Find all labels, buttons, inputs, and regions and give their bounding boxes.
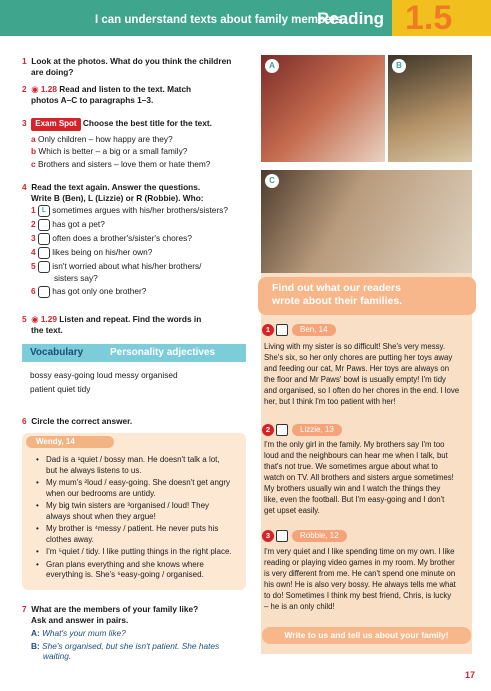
- find-out-heading: [258, 277, 476, 315]
- bullet-item: [36, 547, 242, 558]
- bullet-item: [36, 501, 242, 522]
- item-text: isn't worried about what his/her brothers/: [52, 261, 202, 272]
- vocabulary-subtitle: Personality adjectives: [110, 347, 216, 358]
- exercise-text-cont: are doing?: [31, 66, 74, 77]
- answer-box[interactable]: L: [38, 205, 50, 217]
- wendy-bullets: [36, 455, 242, 581]
- post-line: – he is an only child!: [264, 602, 335, 611]
- post-line: I'm the only girl in the family. My brothers say I'm too: [264, 440, 445, 449]
- page-number: 17: [465, 670, 476, 680]
- exercise-number: 3: [22, 118, 27, 128]
- audio-icon[interactable]: ◉: [31, 314, 39, 324]
- speaker-b: B:: [31, 640, 40, 651]
- post-number: 1: [262, 324, 274, 336]
- bullet-line[interactable]: My big twin sisters are ³organised / loud! They: [46, 501, 210, 510]
- bullet-line[interactable]: Dad is a ¹quiet / bossy man. He doesn't talk a lot,: [46, 455, 220, 464]
- post-body-3: [264, 546, 472, 612]
- option-text[interactable]: Brothers and sisters – love them or hate them?: [37, 158, 211, 169]
- post-line: My brothers usually win and I watch the things they: [264, 484, 441, 493]
- post-number: 2: [262, 424, 274, 436]
- exercise-number: 5: [22, 314, 27, 324]
- answer-box[interactable]: [38, 286, 50, 298]
- find-out-line: wrote about their families.: [272, 295, 403, 307]
- section-title: Reading: [317, 9, 385, 28]
- exercise-number: 2: [22, 84, 27, 94]
- post-line: like, even the football. But I'm easy-going and I don't: [264, 495, 445, 504]
- exercise-text: Circle the correct answer.: [31, 416, 133, 426]
- dialog-a: What's your mum like?: [42, 628, 126, 638]
- bullet-line: clothes away.: [46, 534, 94, 544]
- exercise-number: 7: [22, 604, 27, 614]
- item-text: likes being on his/her own?: [52, 247, 153, 258]
- exercise-instruction: Choose the best title for the text.: [82, 118, 212, 128]
- post-tag-2: [262, 424, 402, 436]
- exercise-3: [22, 118, 246, 169]
- post-line: loud and the neighbours can hear me when I talk, but: [264, 451, 448, 460]
- exercise-1: [22, 56, 246, 77]
- post-tag-1: [262, 324, 402, 336]
- bullet-item: [36, 560, 242, 581]
- post-author: Ben, 14: [292, 324, 336, 336]
- exercise-text-cont: the text.: [31, 324, 63, 335]
- post-line: Living with my sister is so difficult! She's very messy.: [264, 342, 446, 351]
- option-text[interactable]: Which is better – a big or a small family?: [38, 146, 188, 156]
- vocabulary-line: bossy easy-going loud messy organised: [30, 370, 178, 380]
- vocabulary-title: Vocabulary: [30, 347, 84, 358]
- exercise-5: [22, 314, 246, 335]
- exercise-number: 1: [22, 56, 27, 66]
- photo-b: [388, 55, 472, 162]
- answer-box[interactable]: [38, 247, 50, 259]
- exercise-text: Listen and repeat. Find the words in: [59, 314, 202, 324]
- bullet-item: [36, 524, 242, 545]
- post-author: Lizzie, 13: [292, 424, 342, 436]
- exercise-7: [22, 604, 246, 662]
- exercise-4: [22, 182, 246, 298]
- lesson-number: 1.5: [405, 0, 453, 37]
- exam-spot-badge: Exam Spot: [31, 118, 80, 131]
- post-line: the floor and Mr Paws' bowl is usually empty! I'm tidy: [264, 375, 446, 384]
- lesson-objective: I can understand texts about family members.: [95, 14, 346, 26]
- answer-box[interactable]: [38, 219, 50, 231]
- exercise-text: Look at the photos. What do you think the children: [31, 56, 232, 66]
- answer-box[interactable]: [38, 233, 50, 245]
- bullet-line[interactable]: My mum's ²loud / easy-going. She doesn't get angry: [46, 478, 231, 487]
- exercise-text: What are the members of your family like?: [31, 604, 199, 614]
- dialog-b: She's organised, but she isn't patient. She hates: [42, 640, 220, 651]
- bullet-line[interactable]: everything is. She's ⁶easy-going / organised.: [46, 570, 204, 579]
- photo-label: B: [392, 59, 406, 73]
- post-author: Robbie, 12: [292, 530, 347, 542]
- find-out-line: Find out what our readers: [272, 282, 401, 294]
- exercise-6: [22, 416, 246, 427]
- item-number: 4: [31, 247, 36, 258]
- post-line: get upset easily.: [264, 506, 320, 515]
- item-number: 6: [31, 285, 36, 296]
- item-number: 2: [31, 219, 36, 230]
- write-to-us-text: Write to us and tell us about your family!: [284, 630, 449, 640]
- wendy-name-tag: [26, 436, 114, 448]
- bullet-line[interactable]: I'm ⁵quiet / tidy. I like putting things in the right place.: [46, 547, 232, 556]
- post-line: to do! Sometimes I think my best friend, Chris, is lucky: [264, 591, 452, 600]
- answer-box[interactable]: [38, 261, 50, 273]
- lesson-tab: [392, 0, 491, 36]
- bullet-line[interactable]: My brother is ⁴messy / patient. He never puts his: [46, 524, 219, 533]
- post-checkbox[interactable]: [276, 530, 288, 542]
- bullet-line: always shout when they argue!: [46, 511, 156, 521]
- item-text: has got a pet?: [52, 219, 105, 230]
- exercise-text: Read the text again. Answer the questions.: [31, 182, 201, 192]
- post-checkbox[interactable]: [276, 424, 288, 436]
- bullet-line: Gran plans everything and she knows where: [46, 559, 204, 569]
- option-text[interactable]: Only children – how happy are they?: [37, 133, 173, 144]
- exercise-number: 4: [22, 182, 27, 192]
- bullet-item: [36, 478, 242, 499]
- post-line: reading or playing video games in my room. My brother: [264, 558, 455, 567]
- exercise-text-cont: photos A–C to paragraphs 1–3.: [31, 94, 154, 105]
- item-text: has got only one brother?: [52, 285, 147, 296]
- exercise-number: 6: [22, 416, 27, 426]
- option-letter: b: [31, 146, 37, 156]
- vocabulary-box: [22, 344, 246, 402]
- vocabulary-line: patient quiet tidy: [30, 384, 91, 394]
- photo-label: A: [265, 59, 279, 73]
- post-line: and feeding our cat, Mr Paws. Her toys are always on: [264, 364, 450, 373]
- wendy-box: [22, 433, 246, 590]
- audio-icon[interactable]: ◉: [31, 84, 39, 94]
- header-bar: [0, 0, 491, 36]
- bullet-line: but he always listens to us.: [46, 465, 142, 475]
- post-line: that's not true. We sometimes argue about what to: [264, 462, 438, 471]
- exercise-text: Read and listen to the text. Match: [59, 84, 192, 94]
- audio-track: 1.28: [40, 84, 57, 94]
- post-tag-3: [262, 530, 402, 542]
- post-line: his own! He is also very bossy. He always tells me what: [264, 580, 456, 589]
- speaker-a: A:: [31, 628, 40, 638]
- write-to-us-banner: [262, 627, 471, 644]
- post-line: I'm very quiet and I like spending time on my own. I like: [264, 547, 455, 556]
- post-body-2: [264, 439, 472, 516]
- wendy-name: Wendy, 14: [36, 437, 75, 446]
- item-number: 5: [31, 261, 36, 272]
- exercise-text-cont: Ask and answer in pairs.: [31, 614, 129, 625]
- vocabulary-header: [22, 344, 246, 362]
- bullet-item: [36, 455, 242, 476]
- item-number: 1: [31, 205, 36, 216]
- post-line: She's six, so her only chores are putting her toys away: [264, 353, 453, 362]
- photo-c: [261, 170, 472, 273]
- item-text: often does a brother's/sister's chores?: [52, 233, 192, 244]
- post-line: and organised, so I often do her chores in the end. I love: [264, 386, 460, 395]
- photo-a: [261, 55, 385, 162]
- item-text-cont: sisters say?: [54, 273, 98, 283]
- post-checkbox[interactable]: [276, 324, 288, 336]
- vocabulary-words: [30, 368, 240, 396]
- bullet-line: when our bedrooms are untidy.: [46, 488, 156, 498]
- exercise-text-cont: Write B (Ben), L (Lizzie) or R (Robbie). Who:: [31, 192, 204, 203]
- post-number: 3: [262, 530, 274, 542]
- post-line: watch on TV. All brothers and sisters argue sometimes!: [264, 473, 454, 482]
- post-body-1: [264, 341, 472, 407]
- item-number: 3: [31, 233, 36, 244]
- exercise-2: [22, 84, 246, 105]
- post-line: her, but I think I'm too patient with her!: [264, 397, 396, 406]
- dialog-b-cont: waiting.: [43, 651, 72, 661]
- option-letter: a: [31, 133, 36, 144]
- photo-label: C: [265, 174, 279, 188]
- post-line: is very different from me. He can't spend one minute on: [264, 569, 456, 578]
- option-letter: c: [31, 158, 36, 169]
- audio-track: 1.29: [40, 314, 57, 324]
- item-text: sometimes argues with his/her brothers/sisters?: [52, 205, 228, 216]
